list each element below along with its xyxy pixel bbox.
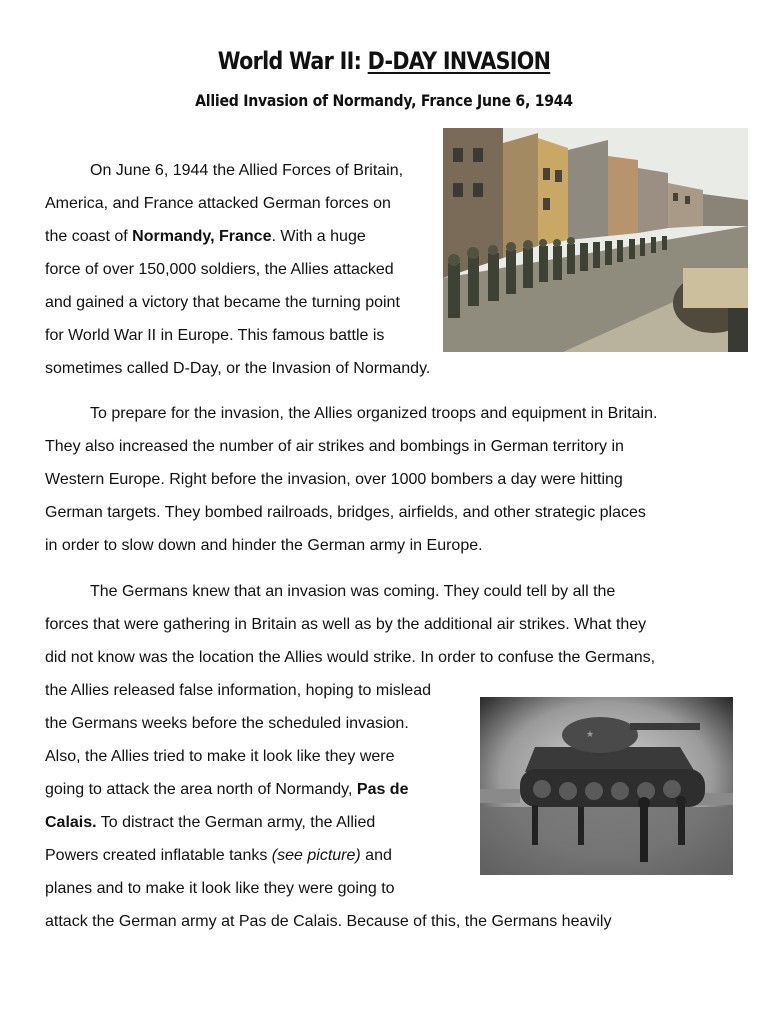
italic-note: (see picture) bbox=[271, 847, 361, 864]
text-line: the Allies released false information, hoping to mislead bbox=[45, 682, 431, 699]
text-line: attack the German army at Pas de Calais. Because of this, the Germans heavily bbox=[45, 913, 612, 930]
text-line: Calais. To distract the German army, the Allied bbox=[45, 814, 376, 831]
text-line: They also increased the number of air strikes and bombings in German territory in bbox=[45, 438, 624, 455]
bold-location: Pas de bbox=[356, 781, 409, 798]
bold-location: Calais. bbox=[45, 814, 97, 831]
troops-photo-image bbox=[443, 128, 748, 352]
text-line: sometimes called D-Day, or the Invasion of Normandy. bbox=[45, 360, 431, 377]
paragraph-1 bbox=[45, 154, 430, 385]
text-line: America, and France attacked German forces on bbox=[45, 195, 391, 212]
tank-marking: ★ bbox=[586, 730, 595, 740]
inflatable-tank-photo bbox=[480, 697, 733, 875]
text-line: Western Europe. Right before the invasion, over 1000 bombers a day were hitting bbox=[45, 471, 623, 488]
inflatable-tank-image bbox=[480, 697, 733, 875]
text-line: for World War II in Europe. This famous battle is bbox=[45, 327, 385, 344]
text-line: force of over 150,000 soldiers, the Allies attacked bbox=[45, 261, 394, 278]
page-subtitle: Allied Invasion of Normandy, France June 6, 1944 bbox=[195, 91, 573, 110]
text-line: in order to slow down and hinder the German army in Europe. bbox=[45, 537, 483, 554]
text-line: On June 6, 1944 the Allied Forces of Britain, bbox=[90, 162, 404, 179]
text-line: Also, the Allies tried to make it look like they were bbox=[45, 748, 395, 765]
text-line: and gained a victory that became the turning point bbox=[45, 294, 400, 311]
paragraph-2 bbox=[45, 397, 657, 562]
text-line: did not know was the location the Allies would strike. In order to confuse the Germans, bbox=[45, 649, 656, 666]
page-title bbox=[54, 47, 714, 75]
title-prefix: World War II: bbox=[217, 47, 368, 75]
text-line: The Germans knew that an invasion was coming. They could tell by all the bbox=[90, 583, 616, 600]
text-line: planes and to make it look like they were going to bbox=[45, 880, 395, 897]
text-line: the Germans weeks before the scheduled invasion. bbox=[45, 715, 409, 732]
text-line: German targets. They bombed railroads, bridges, airfields, and other strategic places bbox=[45, 504, 646, 521]
text-line: the coast of Normandy, France. With a huge bbox=[45, 228, 366, 245]
title-underlined: D-DAY INVASION bbox=[367, 47, 551, 75]
text-line: To prepare for the invasion, the Allies organized troops and equipment in Britain. bbox=[90, 405, 658, 422]
bold-location: Normandy, France bbox=[132, 228, 272, 245]
text-line: forces that were gathering in Britain as well as by the additional air strikes. What they bbox=[45, 616, 647, 633]
troops-photo bbox=[443, 128, 748, 352]
text-line: going to attack the area north of Normandy, Pas de bbox=[45, 781, 409, 798]
text-line: Powers created inflatable tanks (see picture) and bbox=[45, 847, 392, 864]
